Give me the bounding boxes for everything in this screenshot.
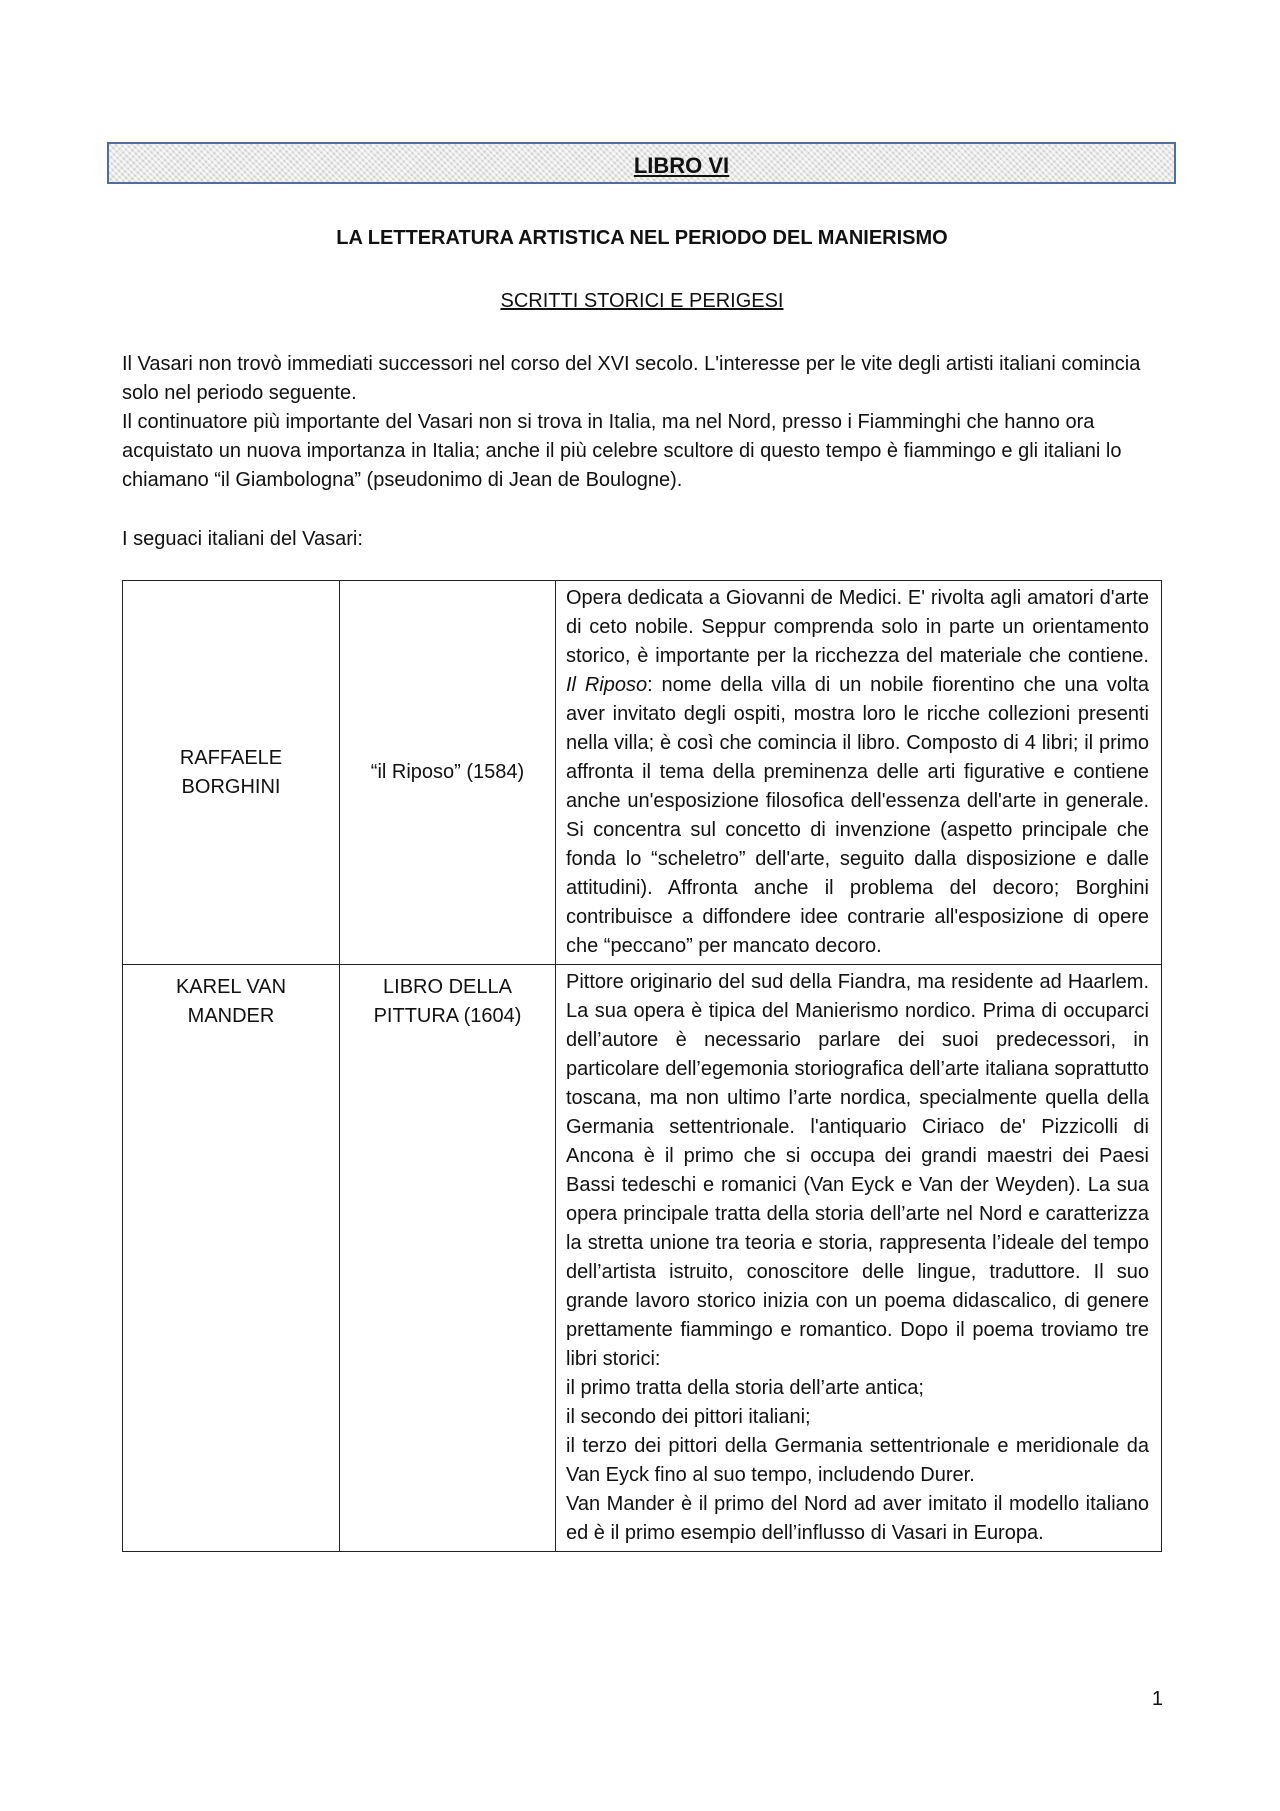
page-number: 1: [1151, 1688, 1163, 1710]
list-item: il terzo dei pittori della Germania settentrionale e meridionale da Van Eyck fino al suo tempo, includendo Durer.: [566, 1435, 1149, 1486]
description-cell: [556, 581, 1162, 965]
description-italic-text: Il Riposo: [566, 674, 648, 696]
description-text: : nome della villa di un nobile fiorentino che una volta aver invitato degli ospiti, mostra loro le ricche collezioni presenti nella villa; è così che comincia il libro. Composto di 4 libri; il primo affronta il tema della preminenza delle arti figurative e contiene anche un'esposizione filosofica dell'essenza dell'arte in generale. Si concentra sul concetto di invenzione (aspetto principale che fonda lo “scheletro” dell'arte, seguito dalla disposizione e dalle attitudini). Affronta anche il problema del decoro; Borghini contribuisce a diffondere idee contrarie all'esposizione di opere che “peccano” per mancato decoro.: [566, 674, 1149, 957]
description-text: Opera dedicata a Giovanni de Medici. E' rivolta agli amatori d'arte di ceto nobile. Seppur comprenda solo in parte un orientamento storico, è importante per la ricchezza del materiale che contiene.: [566, 587, 1149, 667]
author-name-cell: RAFFAELE BORGHINI: [123, 581, 340, 965]
main-title: LA LETTERATURA ARTISTICA NEL PERIODO DEL MANIERISMO: [336, 227, 948, 249]
author-name-cell: KAREL VAN MANDER: [123, 965, 340, 1552]
work-title-cell: LIBRO DELLA PITTURA (1604): [340, 965, 556, 1552]
list-item: il primo tratta della storia dell’arte antica;: [566, 1377, 924, 1399]
description-cell: [556, 965, 1162, 1552]
intro-paragraph-1: Il Vasari non trovò immediati successori nel corso del XVI secolo. L'interesse per le vite degli artisti italiani comincia solo nel periodo seguente.: [122, 353, 1141, 404]
list-item: il secondo dei pittori italiani;: [566, 1406, 811, 1428]
table-row: [123, 965, 1162, 1552]
intro-paragraph-2: Il continuatore più importante del Vasari non si trova in Italia, ma nel Nord, presso i Fiamminghi che hanno ora acquistato un nuova importanza in Italia; anche il più celebre scultore di questo tempo è fiammingo e gli italiani lo chiamano “il Giambologna” (pseudonimo di Jean de Boulogne).: [122, 411, 1122, 491]
authors-table: [122, 580, 1162, 1552]
section-subtitle: SCRITTI STORICI E PERIGESI: [500, 290, 784, 312]
intro-text: [122, 350, 1162, 495]
book-header-banner: [107, 142, 1176, 184]
work-title-cell: “il Riposo” (1584): [340, 581, 556, 965]
book-title: LIBRO VI: [633, 153, 730, 178]
table-lead-text: I seguaci italiani del Vasari:: [122, 528, 363, 550]
description-text: Pittore originario del sud della Fiandra, ma residente ad Haarlem. La sua opera è tipica del Manierismo nordico. Prima di occuparci dell’autore è necessario parlare dei suoi predecessori, in particolare dell’egemonia storiografica dell’arte italiana soprattutto toscana, ma non ultimo l’arte nordica, specialmente quella della Germania settentrionale. l'antiquario Ciriaco de' Pizzicolli di Ancona è il primo che si occupa dei grandi maestri dei Paesi Bassi tedeschi e romanici (Van Eyck e Van der Weyden). La sua opera principale tratta della storia dell’arte nel Nord e caratterizza la stretta unione tra teoria e storia, rappresenta l’ideale del tempo dell’artista istruito, conoscitore delle lingue, traduttore. Il suo grande lavoro storico inizia con un poema didascalico, di genere prettamente fiammingo e romantico. Dopo il poema troviamo tre libri storici:: [566, 971, 1149, 1370]
description-text: Van Mander è il primo del Nord ad aver imitato il modello italiano ed è il primo esempio dell’influsso di Vasari in Europa.: [566, 1493, 1149, 1544]
table-row: [123, 581, 1162, 965]
